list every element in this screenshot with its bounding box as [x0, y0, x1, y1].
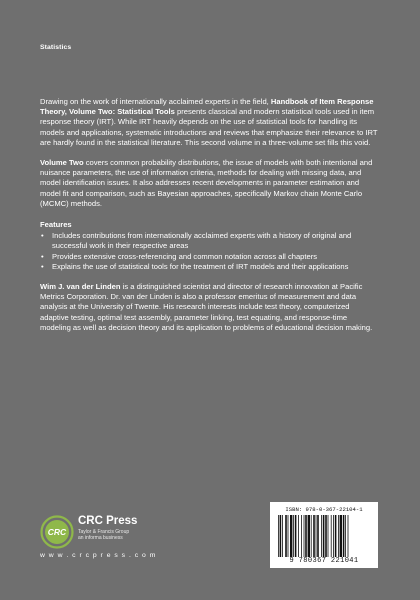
features-list — [40, 231, 380, 272]
publisher-tagline — [78, 529, 158, 541]
features-heading: Features — [40, 220, 72, 230]
intro-text-2: presents classical and modern statistical tools used in item response theory (IRT). While IRT heavily depends on the use of statistical tools for handling its models and applications, systematic introductions and reviews that emphasize their relevance to IRT are hardly found in the statistical literature. This second volume in a three-volume set fills this void. — [40, 107, 378, 147]
volume-two-paragraph — [40, 158, 380, 209]
publisher-name: CRC Press — [78, 515, 138, 527]
crc-logo-icon — [40, 515, 74, 549]
volume-two-text: covers common probability distributions, the issue of models with both intentional and nuisance parameters, the use of information criteria, methods for dealing with missing data, and model identification issues. It also addresses recent developments in parameter estimation and model fit and comparison, such as Bayesian approaches, specifically Markov chain Monte Carlo (MCMC) methods. — [40, 158, 373, 208]
back-cover-text — [40, 97, 380, 333]
isbn-text: ISBN: 978-0-367-22104-1 — [285, 506, 363, 513]
category-label: Statistics — [40, 44, 72, 51]
volume-two-label: Volume Two — [40, 158, 84, 168]
barcode — [270, 502, 378, 568]
author-name: Wim J. van der Linden — [40, 282, 121, 292]
feature-item: • Provides extensive cross-referencing and common notation across all chapters — [40, 252, 380, 262]
feature-item: • Includes contributions from internationally acclaimed experts with a history of original and successful work in their respective areas — [40, 231, 380, 251]
publisher-tagline-2: an informa business — [78, 535, 123, 541]
author-bio: is a distinguished scientist and director of research innovation at Pacific Metrics Corporation. Dr. van der Linden is also a professor emeritus of measurement and data analysis at the University of Twente. His research interests include test theory, computerized adaptive testing, optimal test assembly, parameter linking, test equating, and response-time modeling as well as decision theory and its application to problems of educational decision making. — [40, 282, 373, 332]
book-title: Handbook of Item Response Theory, Volume Two: Statistical Tools — [40, 97, 374, 117]
author-paragraph — [40, 282, 380, 333]
publisher-tagline-1: Taylor & Francis Group — [78, 529, 130, 535]
logo-mark-text: CRC — [47, 527, 67, 537]
publisher-logo — [40, 515, 200, 565]
feature-item: • Explains the use of statistical tools for the treatment of IRT models and their applications — [40, 262, 380, 272]
intro-paragraph — [40, 97, 380, 148]
intro-text-1: Drawing on the work of internationally acclaimed experts in the field, — [40, 97, 271, 106]
barcode-bars — [276, 515, 372, 557]
barcode-digits: 9 780367 221041 — [289, 557, 359, 565]
publisher-url: w w w . c r c p r e s s . c o m — [40, 552, 157, 559]
